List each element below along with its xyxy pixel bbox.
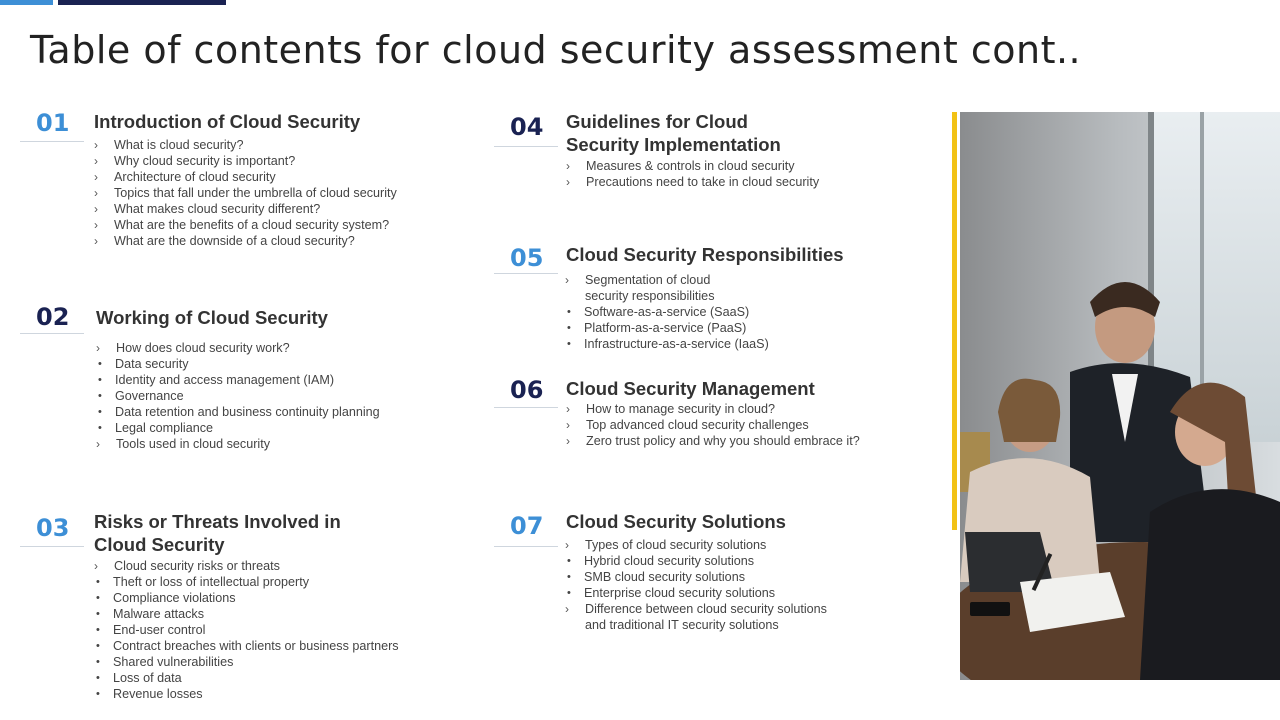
list-item: • Contract breaches with clients or business partners <box>94 638 399 654</box>
section-heading: Cloud Security Solutions <box>566 511 786 532</box>
list-item: • Malware attacks <box>94 606 399 622</box>
list-item: • Theft or loss of intellectual property <box>94 574 399 590</box>
yellow-accent-bar <box>952 112 957 530</box>
section-heading: Risks or Threats Involved in Cloud Security <box>94 511 341 555</box>
list-item: • Data retention and business continuity planning <box>96 404 380 420</box>
section-number: 02 <box>36 303 70 331</box>
list-item: › Why cloud security is important? <box>94 153 397 169</box>
list-item: › Tools used in cloud security <box>96 436 380 452</box>
list-item: › What makes cloud security different? <box>94 201 397 217</box>
section-list <box>565 272 769 352</box>
list-item: › How to manage security in cloud? <box>566 401 860 417</box>
list-item: › What are the downside of a cloud security? <box>94 233 397 249</box>
accent-bar-blue <box>0 0 53 5</box>
list-item: › Precautions need to take in cloud security <box>566 174 819 190</box>
section-heading: Working of Cloud Security <box>96 307 328 328</box>
section-number: 03 <box>36 514 70 542</box>
list-item: › Difference between cloud security solutions <box>565 601 827 617</box>
list-item: • Shared vulnerabilities <box>94 654 399 670</box>
list-item: › Cloud security risks or threats <box>94 558 399 574</box>
list-item: • End-user control <box>94 622 399 638</box>
section-heading: Introduction of Cloud Security <box>94 111 361 132</box>
list-item: › Topics that fall under the umbrella of cloud security <box>94 185 397 201</box>
section-list <box>94 558 399 702</box>
section-number: 06 <box>510 376 544 404</box>
list-item: and traditional IT security solutions <box>585 618 779 632</box>
list-item: • Enterprise cloud security solutions <box>565 585 827 601</box>
accent-bar-navy <box>58 0 226 5</box>
list-item: › Segmentation of cloud <box>565 272 769 288</box>
section-divider <box>494 273 558 274</box>
list-item: › Zero trust policy and why you should embrace it? <box>566 433 860 449</box>
section-number: 04 <box>510 113 544 141</box>
section-divider <box>494 146 558 147</box>
list-item: • Platform-as-a-service (PaaS) <box>565 320 769 336</box>
list-item: • Infrastructure-as-a-service (IaaS) <box>565 336 769 352</box>
list-item: › What are the benefits of a cloud security system? <box>94 217 397 233</box>
list-item: • Loss of data <box>94 670 399 686</box>
list-item: • Legal compliance <box>96 420 380 436</box>
section-number: 07 <box>510 512 544 540</box>
list-item: • Software-as-a-service (SaaS) <box>565 304 769 320</box>
page-title: Table of contents for cloud security assessment cont.. <box>30 28 1082 72</box>
section-divider <box>20 546 84 547</box>
section-number: 05 <box>510 244 544 272</box>
section-divider <box>494 546 558 547</box>
section-number: 01 <box>36 109 70 137</box>
list-item: › What is cloud security? <box>94 137 397 153</box>
section-list <box>566 401 860 449</box>
list-item: • Governance <box>96 388 380 404</box>
section-divider <box>20 141 84 142</box>
list-item: • Identity and access management (IAM) <box>96 372 380 388</box>
list-item: › How does cloud security work? <box>96 340 380 356</box>
list-item: • Compliance violations <box>94 590 399 606</box>
section-heading: Cloud Security Responsibilities <box>566 244 844 265</box>
list-item: • Revenue losses <box>94 686 399 702</box>
section-list <box>566 158 819 190</box>
list-item: • Hybrid cloud security solutions <box>565 553 827 569</box>
section-divider <box>20 333 84 334</box>
section-list <box>96 340 380 452</box>
list-item: › Measures & controls in cloud security <box>566 158 819 174</box>
section-heading: Cloud Security Management <box>566 378 815 399</box>
list-item: › Architecture of cloud security <box>94 169 397 185</box>
list-item: • SMB cloud security solutions <box>565 569 827 585</box>
section-list <box>565 537 827 633</box>
office-meeting-photo <box>960 112 1280 680</box>
list-item: › Types of cloud security solutions <box>565 537 827 553</box>
list-item: › Top advanced cloud security challenges <box>566 417 860 433</box>
section-divider <box>494 407 558 408</box>
list-item: • Data security <box>96 356 380 372</box>
list-item: security responsibilities <box>585 289 715 303</box>
section-heading: Guidelines for Cloud Security Implementation <box>566 111 781 155</box>
section-list <box>94 137 397 249</box>
